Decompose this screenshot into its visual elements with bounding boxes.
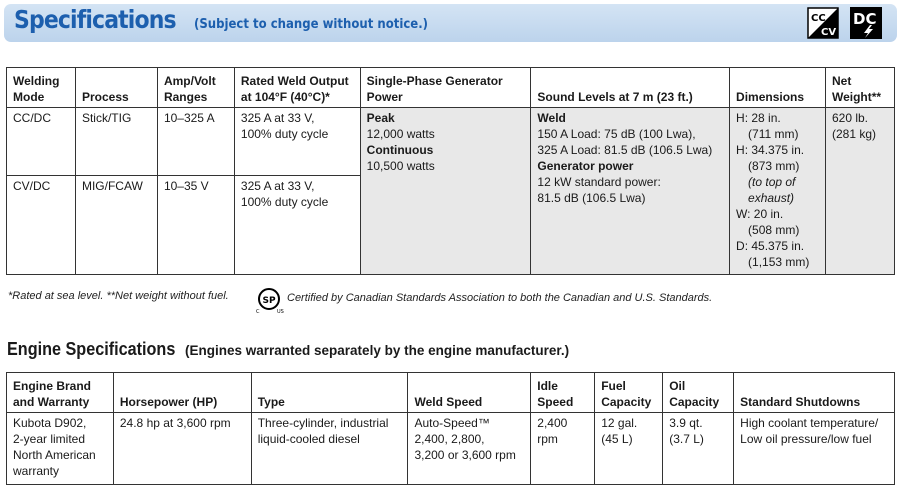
- csa-certification-text: Certified by Canadian Standards Association to both the Canadian and U.S. Standards.: [287, 292, 713, 304]
- dimension-line: W: 20 in.: [736, 207, 784, 221]
- header-dimensions: Dimensions: [730, 68, 826, 108]
- dimension-line: H: 34.375 in.: [736, 143, 805, 157]
- idle-speed-cell: [531, 413, 595, 485]
- specifications-table: [6, 67, 895, 275]
- type-cell: [251, 413, 408, 485]
- dimension-line: (1,153 mm): [748, 255, 810, 269]
- oil-capacity-cell: [663, 413, 734, 485]
- range-cell: 10–325 A: [157, 108, 234, 176]
- fuel-line: 12 gal.: [601, 416, 638, 430]
- peak-label: Peak: [366, 111, 395, 125]
- engine-brand-cell: [7, 413, 114, 485]
- output-line: 325 A at 33 V,: [240, 111, 315, 125]
- brand-line: Kubota D902,: [13, 416, 87, 430]
- output-cell: [234, 108, 360, 176]
- header-weld-speed: Weld Speed: [408, 373, 531, 413]
- header-process: Process: [75, 68, 157, 108]
- dimension-line: (508 mm): [748, 223, 800, 237]
- dc-icon: [850, 7, 882, 39]
- idle-line: rpm: [537, 432, 558, 446]
- csa-mark-icon: [255, 286, 283, 314]
- weld-label: Weld: [537, 111, 566, 125]
- header-type: Type: [251, 373, 408, 413]
- footnote: *Rated at sea level. **Net weight without fuel.: [8, 290, 229, 302]
- continuous-label: Continuous: [366, 143, 434, 157]
- speed-line: 2,400, 2,800,: [414, 432, 485, 446]
- engine-subtitle: (Engines warranted separately by the engine manufacturer.): [185, 343, 570, 358]
- dimension-note: exhaust): [748, 191, 795, 205]
- header-amp-volt-ranges: Amp/Volt Ranges: [157, 68, 234, 108]
- header-standard-shutdowns: Standard Shutdowns: [734, 373, 895, 413]
- engine-title: Engine Specifications: [7, 339, 176, 359]
- shutdown-line: High coolant temperature/: [740, 416, 879, 430]
- dimension-line: D: 45.375 in.: [736, 239, 805, 253]
- output-line: 325 A at 33 V,: [240, 179, 315, 193]
- table-row: [7, 413, 895, 485]
- header-net-weight: Net Weight**: [825, 68, 894, 108]
- sound-line: 81.5 dB (106.5 Lwa): [537, 191, 646, 205]
- cc-cv-icon: [807, 7, 839, 39]
- header-generator-power: Single-Phase Generator Power: [360, 68, 531, 108]
- speed-line: Auto-Speed™: [414, 416, 490, 430]
- engine-specifications-table: [6, 372, 895, 485]
- type-line: Three-cylinder, industrial: [257, 416, 389, 430]
- header-engine-brand: Engine Brand and Warranty: [7, 373, 114, 413]
- brand-line: warranty: [13, 464, 60, 478]
- header-welding-mode: Welding Mode: [7, 68, 76, 108]
- output-line: 100% duty cycle: [240, 127, 329, 141]
- header-fuel-capacity: Fuel Capacity: [595, 373, 663, 413]
- svg-text:US: US: [277, 309, 284, 315]
- brand-line: 2-year limited: [13, 432, 86, 446]
- svg-text:CV: CV: [821, 27, 837, 38]
- brand-line: North American: [13, 448, 96, 462]
- welding-mode-cell: CV/DC: [7, 176, 76, 275]
- sound-line: 325 A Load: 81.5 dB (106.5 Lwa): [537, 143, 713, 157]
- page-subtitle: (Subject to change without notice.): [194, 17, 429, 32]
- peak-value: 12,000 watts: [366, 127, 435, 141]
- generator-power-label: Generator power: [537, 159, 634, 173]
- horsepower-cell: 24.8 hp at 3,600 rpm: [113, 413, 251, 485]
- fuel-capacity-cell: [595, 413, 663, 485]
- standard-shutdowns-cell: [734, 413, 895, 485]
- header-sound-levels: Sound Levels at 7 m (23 ft.): [531, 68, 730, 108]
- process-cell: MIG/FCAW: [75, 176, 157, 275]
- header-oil-capacity: Oil Capacity: [663, 373, 734, 413]
- spec-header-row: [7, 68, 895, 108]
- svg-text:C: C: [256, 309, 260, 315]
- svg-text:SP: SP: [262, 296, 276, 306]
- sound-levels-cell: [531, 108, 730, 275]
- oil-line: (3.7 L): [669, 432, 704, 446]
- process-cell: Stick/TIG: [75, 108, 157, 176]
- sound-line: 12 kW standard power:: [537, 175, 661, 189]
- dimension-line: (711 mm): [748, 127, 799, 141]
- output-line: 100% duty cycle: [240, 195, 329, 209]
- table-row: [7, 108, 895, 176]
- type-line: liquid-cooled diesel: [257, 432, 360, 446]
- continuous-value: 10,500 watts: [366, 159, 435, 173]
- header-rated-weld-output: Rated Weld Output at 104°F (40°C)*: [234, 68, 360, 108]
- oil-line: 3.9 qt.: [669, 416, 703, 430]
- shutdown-line: Low oil pressure/low fuel: [740, 432, 872, 446]
- fuel-line: (45 L): [601, 432, 633, 446]
- dimensions-cell: [730, 108, 826, 275]
- header-idle-speed: Idle Speed: [531, 373, 595, 413]
- output-cell: [234, 176, 360, 275]
- dimension-line: H: 28 in.: [736, 111, 781, 125]
- page-title: Specifications: [14, 5, 176, 34]
- speed-line: 3,200 or 3,600 rpm: [414, 448, 516, 462]
- sound-line: 150 A Load: 75 dB (100 Lwa),: [537, 127, 696, 141]
- engine-section-heading: [7, 339, 570, 360]
- welding-mode-cell: CC/DC: [7, 108, 76, 176]
- weight-lb: 620 lb.: [831, 111, 869, 125]
- dimension-line: (873 mm): [748, 159, 800, 173]
- generator-power-cell: [360, 108, 531, 275]
- net-weight-cell: [825, 108, 894, 275]
- engine-header-row: [7, 373, 895, 413]
- dimension-note: (to top of: [748, 175, 796, 189]
- range-cell: 10–35 V: [157, 176, 234, 275]
- weight-kg: (281 kg): [831, 127, 877, 141]
- weld-speed-cell: [408, 413, 531, 485]
- specifications-banner: [4, 4, 897, 42]
- svg-text:DC: DC: [853, 10, 877, 28]
- idle-line: 2,400: [537, 416, 568, 430]
- svg-text:CC: CC: [811, 13, 826, 24]
- header-horsepower: Horsepower (HP): [113, 373, 251, 413]
